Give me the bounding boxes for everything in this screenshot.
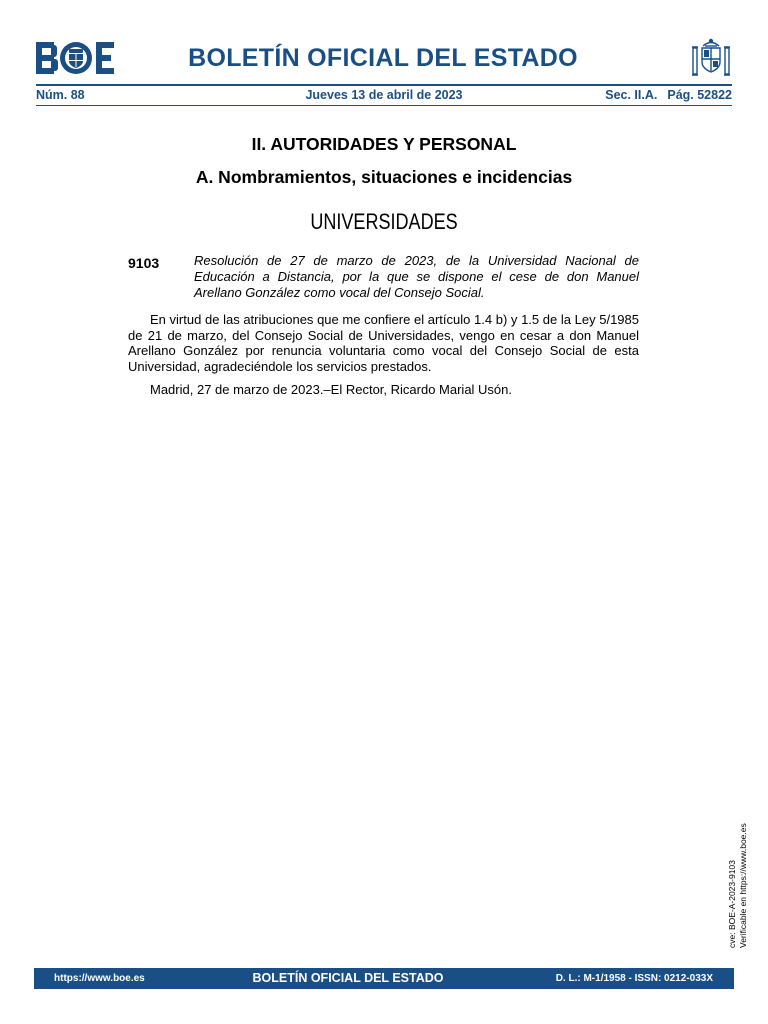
issue-date: Jueves 13 de abril de 2023 — [305, 88, 463, 102]
section-label: Sec. II.A. — [605, 88, 658, 102]
department-title: UNIVERSIDADES — [310, 209, 458, 234]
subsection-title: A. Nombramientos, situaciones e incidencias — [195, 167, 573, 187]
signature-paragraph: Madrid, 27 de marzo de 2023.–El Rector, Ricardo Marial Usón. — [150, 382, 513, 397]
header-rule-bottom — [36, 105, 732, 106]
header-rule-top — [36, 84, 732, 86]
footer-legal: D. L.: M-1/1958 - ISSN: 0212-033X — [555, 973, 713, 984]
page-label: Pág. 52822 — [667, 88, 732, 102]
document-number: 9103 — [128, 255, 160, 271]
body-paragraph: En virtud de las atribuciones que me confiere el artículo 1.4 b) y 1.5 de la Ley 5/1985 de 21 de marzo, del Consejo Social de Universidades, vengo en cesar a don Manuel Arellano González por renuncia voluntaria como vocal del Consejo Social de esta Universidad, agradeciéndole los servicios prestados. — [128, 312, 639, 374]
boe-logo — [36, 42, 114, 74]
verify-link[interactable]: Verificable en https://www.boe.es — [738, 823, 748, 948]
document-summary: Resolución de 27 de marzo de 2023, de la Universidad Nacional de Educación a Distancia, por la que se dispone el cese de don Manuel Arellano González como vocal del Consejo Social. — [194, 253, 639, 300]
boe-logo-icon — [36, 42, 114, 74]
verification-note — [727, 818, 753, 948]
footer-bar — [34, 968, 734, 989]
section-page — [605, 88, 732, 102]
cve-code: cve: BOE-A-2023-9103 — [727, 860, 737, 948]
issue-number: Núm. 88 — [36, 88, 85, 102]
footer-url-link[interactable]: https://www.boe.es — [54, 973, 145, 984]
masthead-title: BOLETÍN OFICIAL DEL ESTADO — [188, 44, 578, 72]
footer-title: BOLETÍN OFICIAL DEL ESTADO — [252, 971, 444, 985]
section-title: II. AUTORIDADES Y PERSONAL — [251, 134, 517, 154]
coat-of-arms-icon — [690, 38, 732, 80]
